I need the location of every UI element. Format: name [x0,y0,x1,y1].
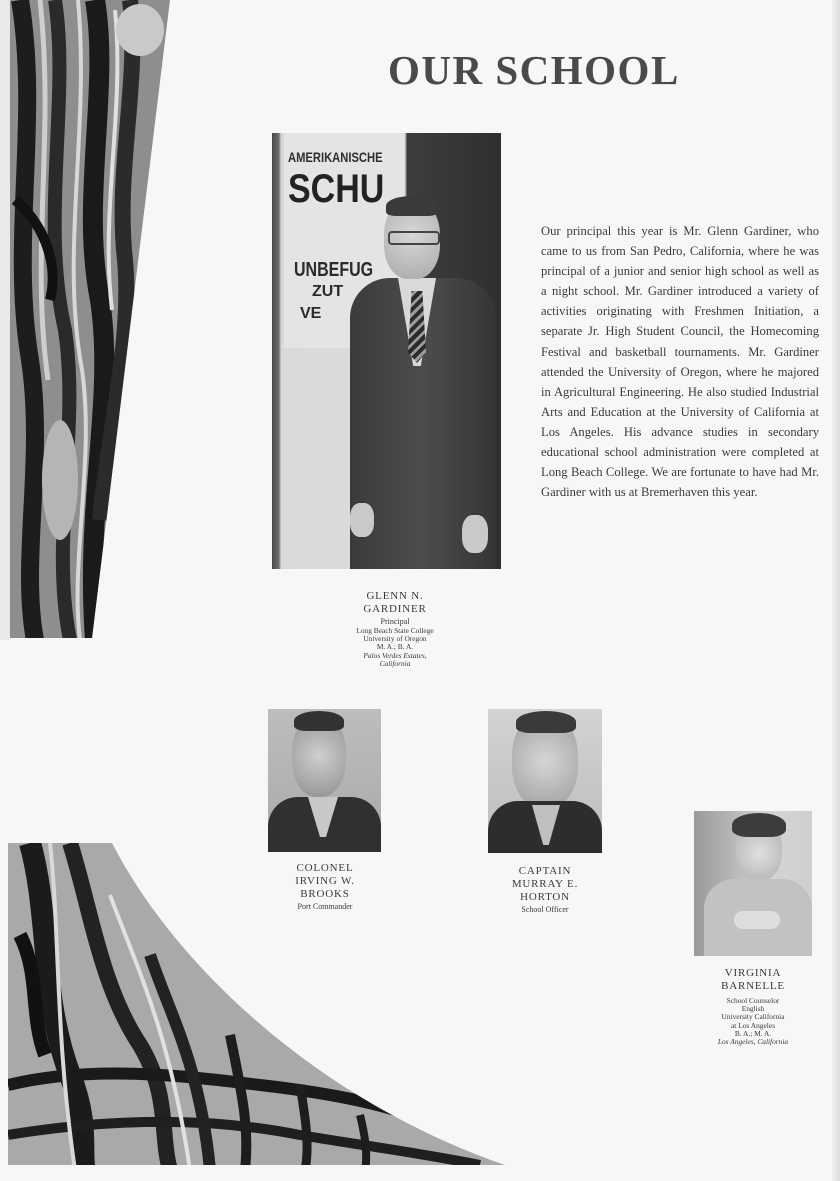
horton-name-line1: CAPTAIN [518,865,572,877]
barnelle-role: School Counselor [726,996,780,1005]
barnelle-caption [680,967,826,1046]
principal-photo [272,133,501,569]
barnelle-name-line1: VIRGINIA [724,967,782,979]
principal-detail: University of Oregon [363,634,427,644]
horton-hair [516,711,576,733]
barnelle-photo [694,811,812,956]
brooks-name-line2: IRVING W. [295,875,355,887]
page-edge-shadow [832,0,840,1181]
brooks-role: Port Commander [297,902,353,911]
principal-biography: Our principal this year is Mr. Glenn Gardiner, who came to us from San Pedro, California, where he was principal of a junior and senior high school as well as a night school. Mr. Gardiner introduced a variety of activities originating with Freshmen Initiation, a separate Jr. High Student Council, the Homecoming Festival and basketball tournaments. Mr. Gardiner attended the University of Oregon, where he majored in Agricultural Engineering. He also studied Industrial Arts and Education at the University of California at Los Angeles. His advance studies in secondary educational school administration were completed at Long Beach College. We are fortunate to have had Mr. Gardiner with us at Bremerhaven this year. [541,224,819,500]
principal-hand-right [462,515,488,553]
horton-role: School Officer [521,905,569,914]
principal-name-line1: GLENN N. [366,590,424,602]
brooks-hair [294,711,344,731]
horton-photo [488,709,602,853]
principal-name-line2: GARDINER [363,603,427,615]
principal-detail: M. A.; B. A. [376,642,414,652]
marbled-art-top-left [0,0,175,640]
sign-text-zut: ZUT [312,283,344,300]
horton-name-line3: HORTON [520,891,570,903]
principal-role: Principal [380,617,410,626]
barnelle-detail: English [741,1004,765,1014]
barnelle-hair [732,813,786,837]
principal-caption [320,590,470,668]
principal-hometown: Palos Verdes Estates, [363,650,427,660]
sign-text-amerikanische: AMERIKANISCHE [288,149,383,165]
barnelle-detail: University California [721,1012,785,1022]
barnelle-hands [734,911,780,929]
brooks-name-line1: COLONEL [296,862,354,874]
sign-text-ve: VE [300,305,322,322]
horton-name-line2: MURRAY E. [511,878,579,890]
principal-detail: Long Beach State College [356,626,434,635]
page-title: OUR SCHOOL [388,47,680,93]
sign-text-unbefug: UNBEFUG [294,259,374,281]
barnelle-name-line2: BARNELLE [721,980,785,992]
principal-hand-left [350,503,374,537]
barnelle-detail: at Los Angeles [731,1020,775,1030]
brooks-caption [250,862,400,912]
barnelle-detail: B. A.; M. A. [734,1028,772,1038]
barnelle-hometown: Los Angeles, California [717,1037,789,1047]
sign-text-schule: SCHU [288,167,385,211]
brooks-name-line3: BROOKS [300,888,350,900]
horton-caption [470,865,620,915]
brooks-photo [268,709,381,852]
principal-hair [386,196,438,216]
principal-glasses [388,231,440,245]
principal-hometown: California [379,658,411,668]
